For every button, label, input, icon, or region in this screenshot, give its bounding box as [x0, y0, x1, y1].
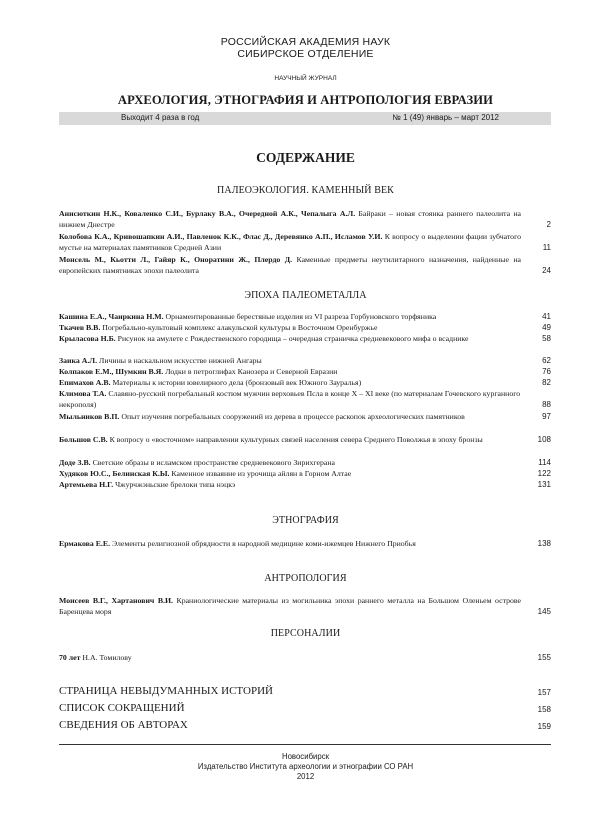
toc-title: Чжурчжэньские брелоки типа нэцкэ [115, 480, 236, 489]
toc-extra-item[interactable] [59, 719, 551, 732]
toc-title: Славяно-русский погребальный костюм мужчин верховьев Псла в конце X – XI веке (по материалам Гочевского курганного некрополя) [59, 389, 521, 409]
toc-page: 62 [542, 356, 551, 365]
toc-authors: Колобова К.А., Кривошапкин А.И., Павленок К.К., Флас Д., Деревянко А.П., Исламов У.И. [59, 232, 383, 241]
section-title: ЭПОХА ПАЛЕОМЕТАЛЛА [244, 290, 367, 301]
toc-page: 145 [537, 606, 551, 616]
toc-title: Погребально-культовый комплекс алакульской культуры в Восточном Оренбуржье [102, 323, 378, 332]
toc-entry[interactable] [59, 356, 551, 367]
issue-bar [59, 112, 551, 125]
toc-page: 155 [537, 653, 551, 662]
toc-title: Светские образы в исламском пространстве средневекового Зирихгерана [92, 458, 335, 467]
toc-entry[interactable] [59, 539, 551, 550]
toc-entry[interactable] [59, 596, 551, 617]
institution-branch: СИБИРСКОЕ ОТДЕЛЕНИЕ [237, 48, 374, 60]
toc-authors: Ермакова Е.Е. [59, 539, 111, 548]
toc-authors: Моисеев В.Г., Хартанович В.И. [59, 596, 173, 605]
contents-title: СОДЕРЖАНИЕ [256, 150, 355, 165]
toc-page: 97 [542, 412, 551, 421]
journal-title: АРХЕОЛОГИЯ, ЭТНОГРАФИЯ И АНТРОПОЛОГИЯ ЕВРАЗИИ [117, 93, 494, 107]
toc-entry[interactable] [59, 389, 551, 410]
toc-title: Опыт изучения погребальных сооружений из дерева в процессе раскопок археологических памятников [121, 412, 465, 421]
footer [0, 752, 611, 782]
institution-name: РОССИЙСКАЯ АКАДЕМИЯ НАУК [220, 36, 391, 48]
toc-title: Байраки – новая стоянка раннего палеолита на нижнем Днестре [59, 209, 521, 229]
toc-page: 76 [542, 367, 551, 376]
toc-authors: Кашина Е.А., Чаиркина Н.М. [59, 312, 164, 321]
toc-page: 41 [542, 312, 551, 321]
section-title: АНТРОПОЛОГИЯ [264, 573, 347, 584]
toc-page: 131 [537, 480, 551, 489]
toc-authors: Доде З.В. [59, 458, 91, 467]
toc-entry[interactable] [59, 653, 551, 664]
toc-title: Элементы религиозной обрядности в народной медицине коми-ижемцев Нижнего Приобья [111, 539, 416, 548]
toc-title: Краниологические материалы из могильника эпохи раннего металла на Большом Оленьем острове Баренцева моря [59, 596, 521, 616]
toc-page: 11 [542, 242, 551, 252]
toc-page: 58 [542, 334, 551, 343]
toc-authors: Артемьева Н.Г. [59, 480, 114, 489]
toc-title: Каменное изваяние из урочища айлян в Горном Алтае [171, 469, 352, 478]
toc-entry[interactable] [59, 255, 551, 276]
toc-page: 88 [542, 399, 551, 409]
toc-entry[interactable] [59, 367, 551, 378]
toc-title: Материалы к истории ювелирного дела (бронзовый век Южного Зауралья) [112, 378, 362, 387]
section-title: ЭТНОГРАФИЯ [272, 515, 339, 526]
toc-entry[interactable] [59, 412, 551, 423]
toc-authors: Заика А.Л. [59, 356, 98, 365]
toc-page: 138 [537, 539, 551, 548]
toc-entry[interactable] [59, 435, 551, 446]
toc-entry[interactable] [59, 323, 551, 334]
section-title: ПЕРСОНАЛИИ [270, 628, 341, 639]
toc-entry[interactable] [59, 334, 551, 345]
toc-entry[interactable] [59, 209, 551, 230]
journal-label: НАУЧНЫЙ ЖУРНАЛ [274, 75, 337, 82]
toc-entry[interactable] [59, 458, 551, 469]
toc-entry[interactable] [59, 480, 551, 491]
toc-entry[interactable] [59, 378, 551, 389]
toc-extra-item[interactable] [59, 685, 551, 698]
toc-authors: Колпаков Е.М., Шумкин В.Я. [59, 367, 164, 376]
toc-title: Каменные предметы неутилитарного назначения, найденные на европейских памятниках эпохи палеолита [59, 255, 522, 275]
toc-authors: Монсель М., Кьотти Л., Гайяр К., Онoратини Ж., Плердо Д. [59, 255, 293, 264]
toc-entry[interactable] [59, 312, 551, 323]
toc-page: 122 [537, 469, 551, 478]
toc-title: Орнаментированные берестяные изделия из VI разреза Горбуновского торфяника [165, 312, 437, 321]
toc-authors: Ткачев В.В. [59, 323, 101, 332]
toc-authors: Анисюткин Н.К., Коваленко С.И., Бурлаку В.А., Очередной А.К., Чепалыга А.Л. [59, 209, 356, 218]
toc-page: 157 [537, 688, 551, 697]
footer-publisher: Издательство Института археологии и этнографии СО РАН [197, 762, 414, 771]
toc-title: Н.А. Томилову [82, 653, 132, 662]
toc-page: 24 [542, 265, 551, 275]
toc-title: Рисунок на амулете с Рождественского городища – очередная страничка средневекового мифа о всаднике [117, 334, 469, 343]
toc-extra-label: СТРАНИЦА НЕВЫДУМАННЫХ ИСТОРИЙ [59, 685, 273, 697]
toc-title: К вопросу о «восточном» направлении культурных связей населения севера Среднего Поволжья в эпоху бронзы [109, 435, 483, 444]
toc-page: 49 [542, 323, 551, 332]
toc-authors: Большов С.В. [59, 435, 108, 444]
toc-authors: Крыласова Н.Б. [59, 334, 116, 343]
footer-divider [59, 744, 551, 745]
toc-authors: Худяков Ю.С., Белинская К.Ы. [59, 469, 170, 478]
toc-page: 2 [546, 219, 551, 229]
issue-number: № 1 (49) январь – март 2012 [392, 113, 499, 122]
toc-page: 82 [542, 378, 551, 387]
toc-title: Личины в наскальном искусстве нижней Ангары [99, 356, 262, 365]
toc-entry[interactable] [59, 469, 551, 480]
toc-authors: Климова Т.А. [59, 389, 107, 398]
toc-authors: Мыльников В.П. [59, 412, 120, 421]
footer-city: Новосибирск [281, 752, 330, 761]
toc-title: К вопросу о выделении фации зубчатого мустье на материалах памятников Средней Азии [59, 232, 521, 252]
toc-entry[interactable] [59, 232, 551, 253]
toc-page: 114 [538, 458, 551, 467]
toc-extra-label: СВЕДЕНИЯ ОБ АВТОРАХ [59, 719, 188, 731]
toc-page: 159 [537, 722, 551, 731]
toc-authors: Епимахов А.В. [59, 378, 111, 387]
footer-year: 2012 [296, 772, 315, 781]
toc-page: 108 [537, 435, 551, 444]
toc-extra-item[interactable] [59, 702, 551, 715]
frequency: Выходит 4 раза в год [121, 113, 200, 122]
toc-extra-label: СПИСОК СОКРАЩЕНИЙ [59, 702, 185, 714]
toc-page: 158 [537, 705, 551, 714]
toc-authors: 70 лет [59, 653, 81, 662]
toc-title: Лодки в петроглифах Канозера и Северной Евразии [165, 367, 338, 376]
section-title: ПАЛЕОЭКОЛОГИЯ. КАМЕННЫЙ ВЕК [217, 185, 394, 196]
